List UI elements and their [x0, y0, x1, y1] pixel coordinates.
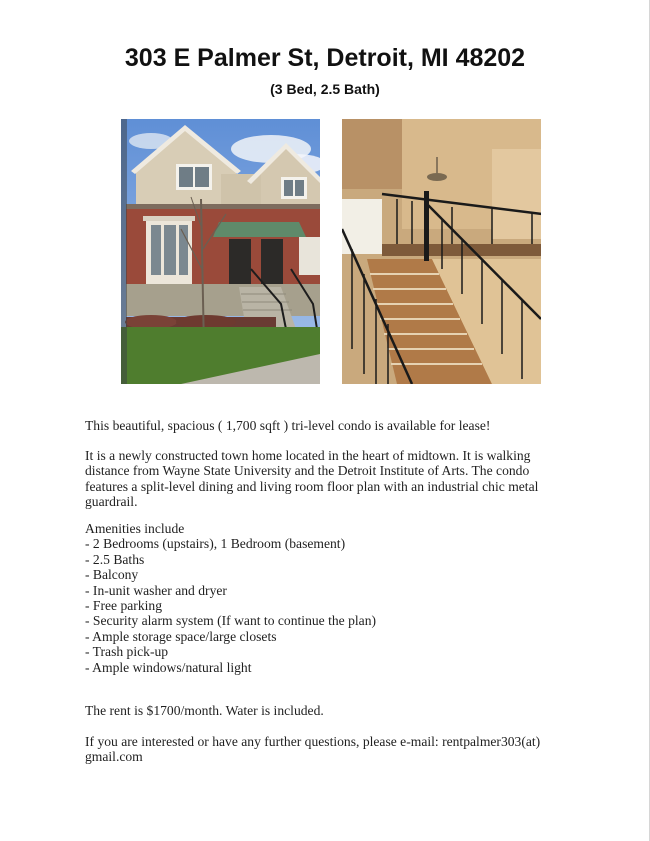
description-line: guardrail.	[85, 494, 138, 510]
description-paragraph	[85, 448, 585, 510]
amenity-item: - In-unit washer and dryer	[85, 582, 227, 598]
amenities-section	[85, 521, 585, 675]
amenity-item: - Balcony	[85, 567, 139, 583]
contact-line: If you are interested or have any further questions, please e-mail: rentpalmer303(at)	[85, 734, 541, 749]
townhouse-exterior-photo	[121, 119, 320, 384]
contact-line: gmail.com	[85, 749, 143, 765]
intro-paragraph	[85, 418, 585, 433]
amenities-list	[85, 536, 585, 675]
intro-text: This beautiful, spacious ( 1,700 sqft ) tri-level condo is available for lease!	[85, 418, 491, 433]
description-line: distance from Wayne State University and the Detroit Institute of Arts. The condo	[85, 463, 530, 479]
interior-staircase-photo	[342, 119, 541, 384]
amenity-item: - Ample storage space/large closets	[85, 628, 277, 644]
amenity-item: - Free parking	[85, 598, 163, 614]
amenity-item: - Security alarm system (If want to continue the plan)	[85, 613, 377, 629]
listing-title: 303 E Palmer St, Detroit, MI 48202	[124, 44, 526, 72]
contact-paragraph	[85, 734, 605, 765]
amenity-item: - Trash pick-up	[85, 644, 169, 660]
description-line: features a split-level dining and living room floor plan with an industrial chic metal	[85, 478, 539, 494]
amenity-item: - 2.5 Baths	[85, 551, 145, 567]
amenities-heading: Amenities include	[85, 521, 185, 536]
amenity-item: - Ample windows/natural light	[85, 659, 252, 675]
rent-text: The rent is $1700/month. Water is included.	[85, 703, 324, 718]
rent-paragraph	[85, 703, 585, 718]
description-line: It is a newly constructed town home located in the heart of midtown. It is walking	[85, 448, 531, 463]
listing-subtitle: (3 Bed, 2.5 Bath)	[270, 81, 380, 97]
amenity-item: - 2 Bedrooms (upstairs), 1 Bedroom (basement)	[85, 536, 346, 552]
